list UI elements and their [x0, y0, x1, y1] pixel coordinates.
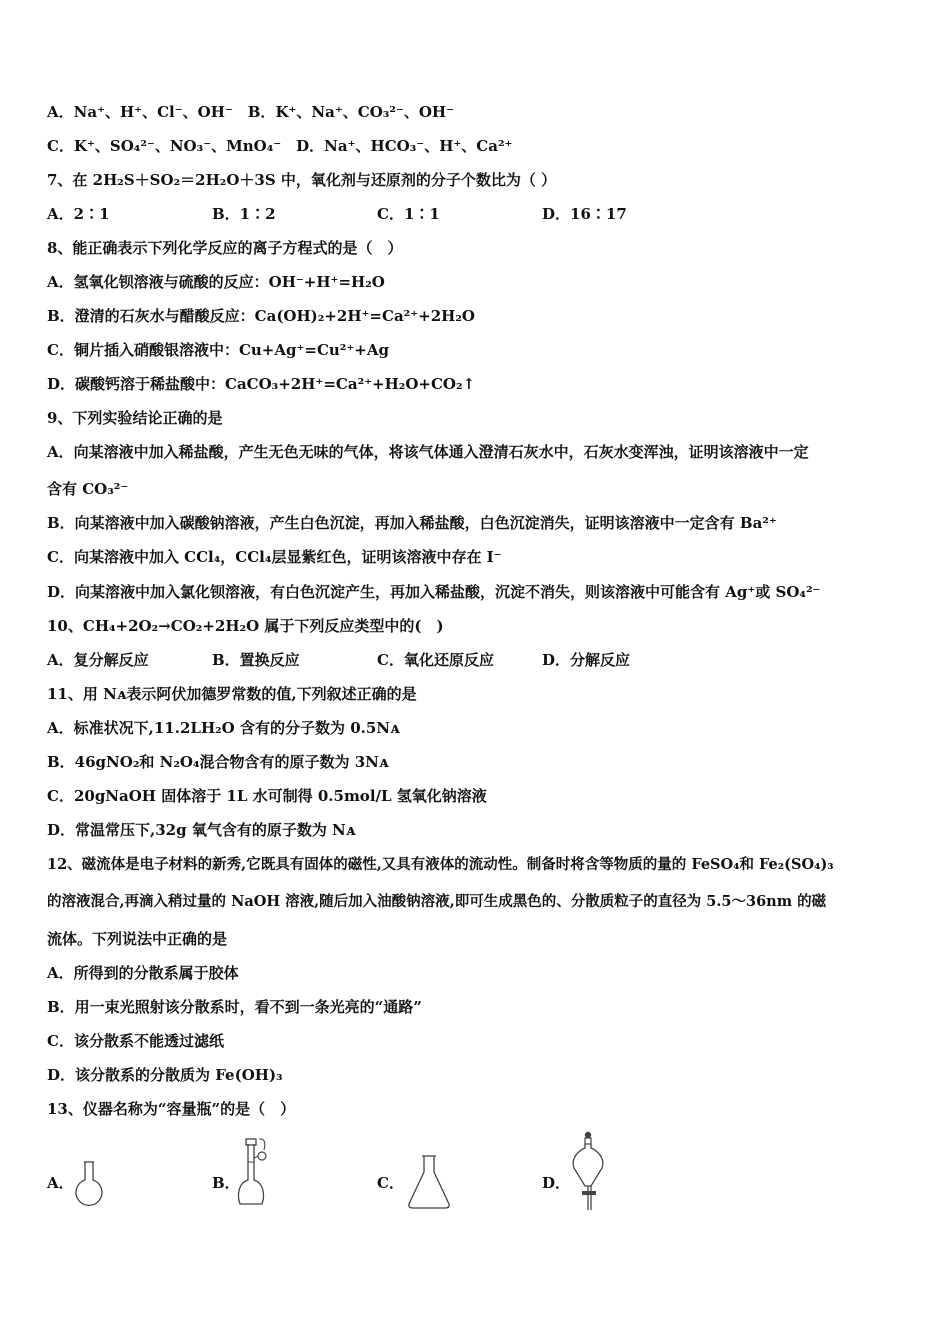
q13-option-b-label: B．: [212, 1174, 240, 1192]
q7-stem: 7、在 2H₂S＋SO₂＝2H₂O＋3S 中，氧化剂与还原剂的分子个数比为（ ）: [47, 171, 557, 189]
q8-option-c: C．铜片插入硝酸银溶液中：Cu+Ag⁺=Cu²⁺+Ag: [47, 341, 389, 359]
q12-option-b: B．用一束光照射该分散系时，看不到一条光亮的“通路”: [47, 998, 422, 1016]
q13-figures: [0, 1120, 950, 1230]
q11-stem: 11、用 Nᴀ表示阿伏加德罗常数的值,下列叙述正确的是: [47, 685, 417, 703]
q9-option-a-line-1: A．向某溶液中加入稀盐酸，产生无色无味的气体，将该气体通入澄清石灰水中，石灰水变浑浊，证明该溶液中一定: [47, 443, 809, 461]
q8-option-a: A．氢氧化钡溶液与硫酸的反应：OH⁻+H⁺=H₂O: [47, 273, 385, 291]
erlenmeyer-flask-icon: [404, 1154, 454, 1212]
q9-option-b: B．向某溶液中加入碳酸钠溶液，产生白色沉淀，再加入稀盐酸，白色沉淀消失，证明该溶液中一定含有 Ba²⁺: [47, 514, 777, 532]
q9-option-a-line-2: 含有 CO₃²⁻: [47, 480, 129, 498]
q7-option-a: A．2∶1: [47, 205, 110, 223]
q7-option-c: C．1∶1: [377, 205, 440, 223]
q7-option-b: B．1∶2: [212, 205, 276, 223]
q11-option-c: C．20gNaOH 固体溶于 1L 水可制得 0.5mol/L 氢氧化钠溶液: [47, 787, 487, 805]
separatory-funnel-icon: [568, 1130, 608, 1216]
q13-option-c-label: C．: [377, 1174, 404, 1192]
q12-option-c: C．该分散系不能透过滤纸: [47, 1032, 224, 1050]
q11-option-a: A．标准状况下,11.2LH₂O 含有的分子数为 0.5Nᴀ: [47, 719, 400, 737]
q9-option-d: D．向某溶液中加入氯化钡溶液，有白色沉淀产生，再加入稀盐酸，沉淀不消失，则该溶液中可能含有 Ag⁺或 SO₄²⁻: [47, 583, 821, 601]
q9-option-c: C．向某溶液中加入 CCl₄，CCl₄层显紫红色，证明该溶液中存在 I⁻: [47, 548, 502, 566]
q10-option-c: C．氧化还原反应: [377, 651, 494, 669]
q13-stem: 13、仪器名称为“容量瓶”的是（ ）: [47, 1100, 296, 1118]
q12-stem-line-2: 的溶液混合,再滴入稍过量的 NaOH 溶液,随后加入油酸钠溶液,即可生成黑色的、分散质粒子的直径为 5.5～36nm 的磁: [47, 893, 827, 910]
q9-stem: 9、下列实验结论正确的是: [47, 409, 223, 427]
q8-stem: 8、能正确表示下列化学反应的离子方程式的是（ ）: [47, 239, 403, 257]
q13-option-d-label: D．: [542, 1174, 571, 1192]
round-flask-icon: [72, 1160, 106, 1210]
q8-option-d: D．碳酸钙溶于稀盐酸中：CaCO₃+2H⁺=Ca²⁺+H₂O+CO₂↑: [47, 375, 476, 393]
q6-options-row-2: C．K⁺、SO₄²⁻、NO₃⁻、MnO₄⁻ D．Na⁺、HCO₃⁻、H⁺、Ca²⁺: [47, 137, 513, 155]
q6-options-row-1: A．Na⁺、H⁺、Cl⁻、OH⁻ B．K⁺、Na⁺、CO₃²⁻、OH⁻: [47, 103, 454, 121]
q10-option-b: B．置换反应: [212, 651, 300, 669]
q10-stem: 10、CH₄+2O₂→CO₂+2H₂O 属于下列反应类型中的( ): [47, 617, 444, 635]
q12-stem-line-3: 流体。下列说法中正确的是: [47, 930, 228, 948]
q11-option-b: B．46gNO₂和 N₂O₄混合物含有的原子数为 3Nᴀ: [47, 753, 389, 771]
q11-option-d: D．常温常压下,32g 氧气含有的原子数为 Nᴀ: [47, 821, 356, 839]
q10-option-a: A．复分解反应: [47, 651, 149, 669]
q10-option-d: D．分解反应: [542, 651, 631, 669]
volumetric-flask-icon: [234, 1136, 274, 1212]
q12-stem-line-1: 12、磁流体是电子材料的新秀,它既具有固体的磁性,又具有液体的流动性。制备时将含等物质的量的 FeSO₄和 Fe₂(SO₄)₃: [47, 856, 834, 873]
q13-option-a-label: A．: [47, 1174, 74, 1192]
q7-option-d: D．16∶17: [542, 205, 627, 223]
q12-option-a: A．所得到的分散系属于胶体: [47, 964, 239, 982]
q8-option-b: B．澄清的石灰水与醋酸反应：Ca(OH)₂+2H⁺=Ca²⁺+2H₂O: [47, 307, 475, 325]
q12-option-d: D．该分散系的分散质为 Fe(OH)₃: [47, 1066, 283, 1084]
